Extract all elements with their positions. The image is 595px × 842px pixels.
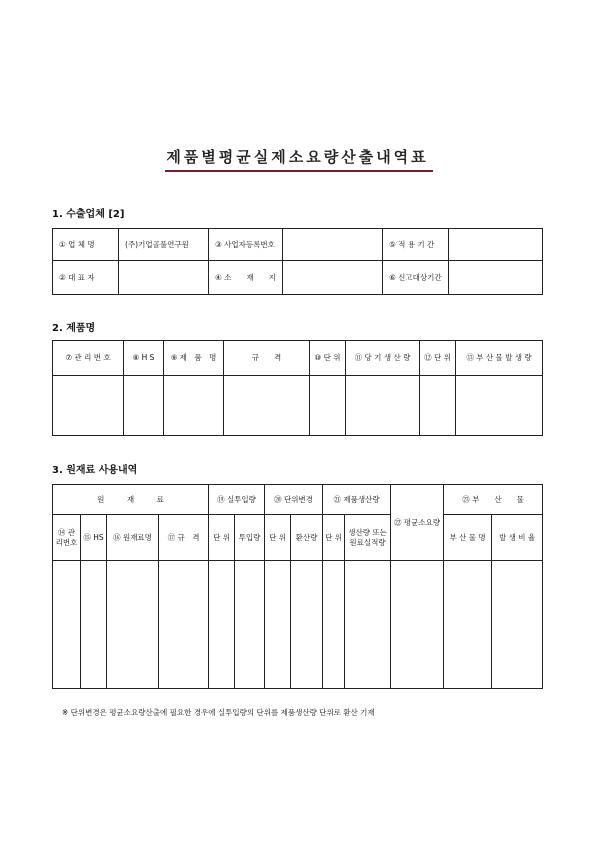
group-actual-input: ⑲ 실투입량 bbox=[209, 485, 265, 515]
section3-heading: 3. 원재료 사용내역 bbox=[52, 465, 138, 476]
usage-cell[interactable] bbox=[53, 561, 81, 689]
product-cell[interactable] bbox=[124, 376, 164, 436]
group-raw-material: 원 재 료 bbox=[53, 485, 209, 515]
usage-cell[interactable] bbox=[81, 561, 107, 689]
applicable-period-label: ⑤ 적 용 기 간 bbox=[383, 229, 449, 261]
col-material-name: ⑯ 원재료명 bbox=[107, 515, 159, 561]
product-table bbox=[52, 340, 543, 436]
company-name-label: ① 업 체 명 bbox=[53, 229, 119, 261]
company-name-field[interactable]: (주)기업골풀연구원 bbox=[119, 229, 209, 261]
usage-cell[interactable] bbox=[159, 561, 209, 689]
title-underline bbox=[165, 170, 433, 172]
business-number-label: ③ 사업자등록번호 bbox=[209, 229, 283, 261]
col-product-name: ⑨ 제 품 명 bbox=[164, 341, 224, 376]
col-hs: ⑮ HS bbox=[81, 515, 107, 561]
product-cell[interactable] bbox=[310, 376, 346, 436]
col-mgmt-no: ⑭ 관리번호 bbox=[53, 515, 81, 561]
address-label: ④ 소 재 지 bbox=[209, 261, 283, 295]
col-unit-b: 단 위 bbox=[265, 515, 291, 561]
product-cell[interactable] bbox=[420, 376, 456, 436]
section1-heading: 1. 수출업체 [2] bbox=[52, 209, 125, 220]
usage-cell[interactable] bbox=[265, 561, 291, 689]
usage-cell[interactable] bbox=[291, 561, 323, 689]
usage-cell[interactable] bbox=[107, 561, 159, 689]
business-number-field[interactable] bbox=[283, 229, 383, 261]
product-cell[interactable] bbox=[164, 376, 224, 436]
group-unit-conversion: ⑳ 단위변경 bbox=[265, 485, 323, 515]
usage-cell[interactable] bbox=[209, 561, 235, 689]
col-production-or-actual: 생산량 또는 원료실적량 bbox=[345, 515, 391, 561]
col-spec: 규 격 bbox=[224, 341, 310, 376]
product-cell[interactable] bbox=[224, 376, 310, 436]
product-cell[interactable] bbox=[53, 376, 124, 436]
col-unit: ⑩ 단 위 bbox=[310, 341, 346, 376]
usage-cell[interactable] bbox=[492, 561, 543, 689]
col-unit-c: 단 위 bbox=[323, 515, 345, 561]
group-byproduct: ㉓ 부 산 물 bbox=[444, 485, 543, 515]
usage-cell[interactable] bbox=[345, 561, 391, 689]
page-title: 제품별평균실제소요량산출내역표 bbox=[166, 148, 429, 166]
col-occurrence-rate: 발 생 비 율 bbox=[492, 515, 543, 561]
col-hs: ⑧ H S bbox=[124, 341, 164, 376]
group-product-production: ㉑ 제품생산량 bbox=[323, 485, 391, 515]
representative-label: ② 대 표 자 bbox=[53, 261, 119, 295]
usage-cell[interactable] bbox=[323, 561, 345, 689]
report-period-field[interactable] bbox=[449, 261, 543, 295]
material-usage-table bbox=[52, 484, 543, 689]
applicable-period-field[interactable] bbox=[449, 229, 543, 261]
col-unit-2: ⑫ 단 위 bbox=[420, 341, 456, 376]
col-mgmt-no: ⑦ 관 리 번 호 bbox=[53, 341, 124, 376]
usage-cell[interactable] bbox=[235, 561, 265, 689]
address-field[interactable] bbox=[283, 261, 383, 295]
footnote: ※ 단위변경은 평균소요량산출에 필요한 경우에 실투입량의 단위를 제품생산량 단위로 환산 기재 bbox=[62, 708, 375, 717]
col-converted-qty: 환산량 bbox=[291, 515, 323, 561]
usage-cell[interactable] bbox=[391, 561, 444, 689]
section2-heading: 2. 제품명 bbox=[52, 323, 96, 334]
usage-cell[interactable] bbox=[444, 561, 492, 689]
col-byproduct-qty: ⑬ 부 산 물 발 생 량 bbox=[456, 341, 543, 376]
product-cell[interactable] bbox=[346, 376, 420, 436]
exporter-table bbox=[52, 228, 543, 295]
col-byproduct-name: 부 산 물 명 bbox=[444, 515, 492, 561]
report-period-label: ⑥ 신고대상기간 bbox=[383, 261, 449, 295]
product-cell[interactable] bbox=[456, 376, 543, 436]
col-unit-a: 단 위 bbox=[209, 515, 235, 561]
group-avg-required: ㉒ 평균소요량 bbox=[391, 485, 444, 561]
col-spec: ⑰ 규 격 bbox=[159, 515, 209, 561]
col-production: ⑪ 당 기 생 산 량 bbox=[346, 341, 420, 376]
representative-field[interactable] bbox=[119, 261, 209, 295]
col-input-qty: 투입량 bbox=[235, 515, 265, 561]
